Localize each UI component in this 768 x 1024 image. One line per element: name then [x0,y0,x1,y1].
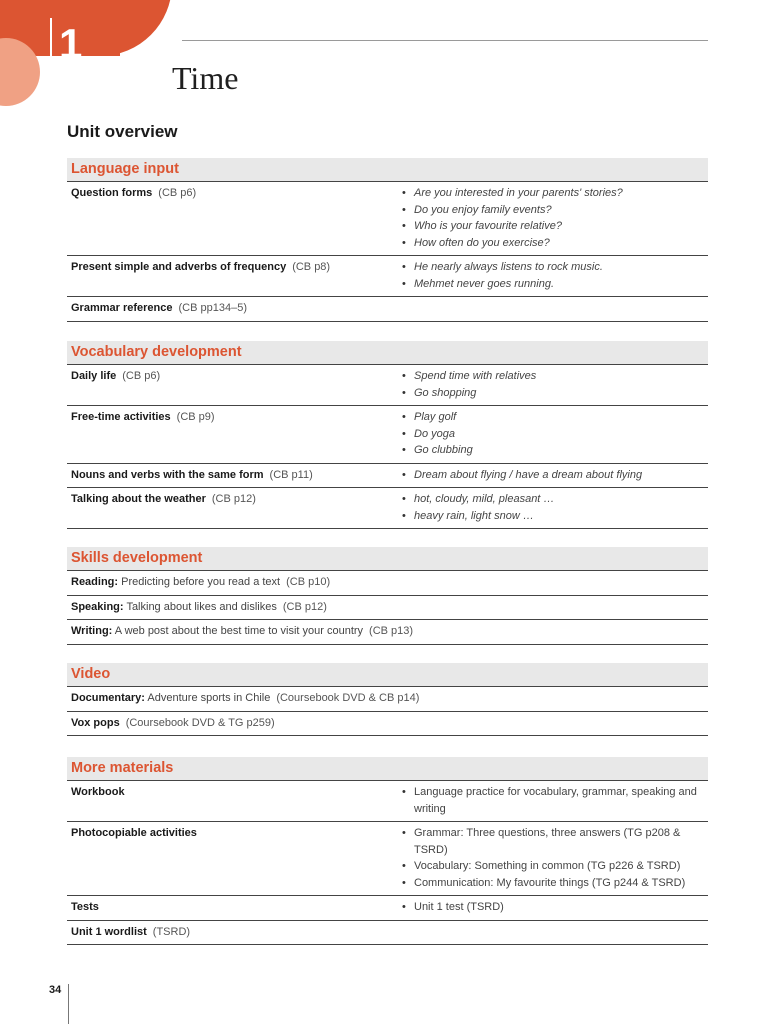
row-label: Vox pops [71,716,120,729]
table-row [67,822,708,896]
list-item: • Dream about flying / have a dream about flying [401,467,704,484]
section-header-vocabulary-development: Vocabulary development [67,341,708,365]
table-row [67,406,708,464]
footer-rule [68,984,69,1024]
table-row [67,297,708,322]
row-ref: (CB p8) [292,261,331,273]
row-ref: (TSRD) [152,925,191,938]
row-ref: (CB p6) [158,187,197,199]
row-label: Documentary: [71,692,145,704]
table-row [67,712,708,737]
row-label: Photocopiable activities [71,827,197,839]
list-item: • Language practice for vocabulary, grammar, speaking and writing [401,784,704,817]
section-more-materials [67,757,708,945]
row-desc: A web post about the best time to visit your country [114,625,364,637]
row-label: Speaking: [71,600,124,613]
table-row [67,182,708,256]
section-header-more-materials: More materials [67,757,708,781]
unit-number: 1 [59,20,83,67]
section-video [67,663,708,736]
list-item: • heavy rain, light snow … [401,508,704,525]
list-item: • Do yoga [401,426,704,443]
row-ref: (CB p9) [176,411,215,423]
row-ref: (CB p11) [269,468,313,481]
row-label: Daily life [71,370,117,382]
section-header-language-input: Language input [67,158,708,182]
header-rule [182,40,708,41]
list-item: • Go shopping [401,385,704,402]
table-row [67,921,708,946]
row-label: Talking about the weather [71,493,206,505]
section-header-video: Video [67,663,708,687]
row-label: Tests [71,901,99,913]
list-item: • Unit 1 test (TSRD) [401,899,704,916]
row-label: Question forms [71,187,153,199]
unit-number-divider [50,18,52,66]
row-label: Present simple and adverbs of frequency [71,261,287,273]
row-label: Workbook [71,786,125,798]
table-row [67,571,708,596]
table-row [67,256,708,297]
table-row [67,596,708,621]
row-label: Free-time activities [71,411,171,423]
list-item: • Communication: My favourite things (TG p244 & TSRD) [401,875,704,892]
section-skills-development [67,547,708,645]
row-ref: (CB p12) [211,493,256,505]
row-ref: (CB p6) [122,370,161,382]
list-item: • He nearly always listens to rock music. [401,259,704,276]
unit-badge-decoration [0,0,190,120]
row-ref: (CB pp134–5) [178,302,248,314]
row-ref: (Coursebook DVD & TG p259) [125,716,275,729]
row-desc: Predicting before you read a text [121,576,281,588]
list-item: • Play golf [401,409,704,426]
row-label: Nouns and verbs with the same form [71,468,264,481]
section-header-skills-development: Skills development [67,547,708,571]
list-item: • Mehmet never goes running. [401,276,704,293]
row-ref: (CB p10) [286,576,331,588]
table-row [67,488,708,529]
list-item: • Do you enjoy family events? [401,202,704,219]
list-item: • How often do you exercise? [401,235,704,252]
table-row [67,781,708,822]
row-desc: Adventure sports in Chile [147,692,271,704]
section-vocabulary-development [67,341,708,529]
row-ref: (CB p12) [282,600,327,613]
list-item: • Who is your favourite relative? [401,218,704,235]
overview-title: Unit overview [67,122,178,141]
row-desc: Talking about likes and dislikes [126,600,277,613]
row-label: Reading: [71,576,119,588]
list-item: • Vocabulary: Something in common (TG p226 & TSRD) [401,858,704,875]
unit-title: Time [172,60,239,96]
list-item: • Go clubbing [401,442,704,459]
row-ref: (Coursebook DVD & CB p14) [276,692,420,704]
table-row [67,464,708,489]
row-ref: (CB p13) [369,625,414,637]
row-label: Writing: [71,625,113,637]
table-row [67,896,708,921]
list-item: • hot, cloudy, mild, pleasant … [401,491,704,508]
list-item: • Spend time with relatives [401,368,704,385]
table-row [67,365,708,406]
section-language-input [67,158,708,322]
row-label: Grammar reference [71,302,173,314]
list-item: • Grammar: Three questions, three answers (TG p208 & TSRD) [401,825,704,858]
row-label: Unit 1 wordlist [71,925,147,938]
table-row [67,620,708,645]
page-number: 34 [49,984,62,996]
table-row [67,687,708,712]
list-item: • Are you interested in your parents' stories? [401,185,704,202]
